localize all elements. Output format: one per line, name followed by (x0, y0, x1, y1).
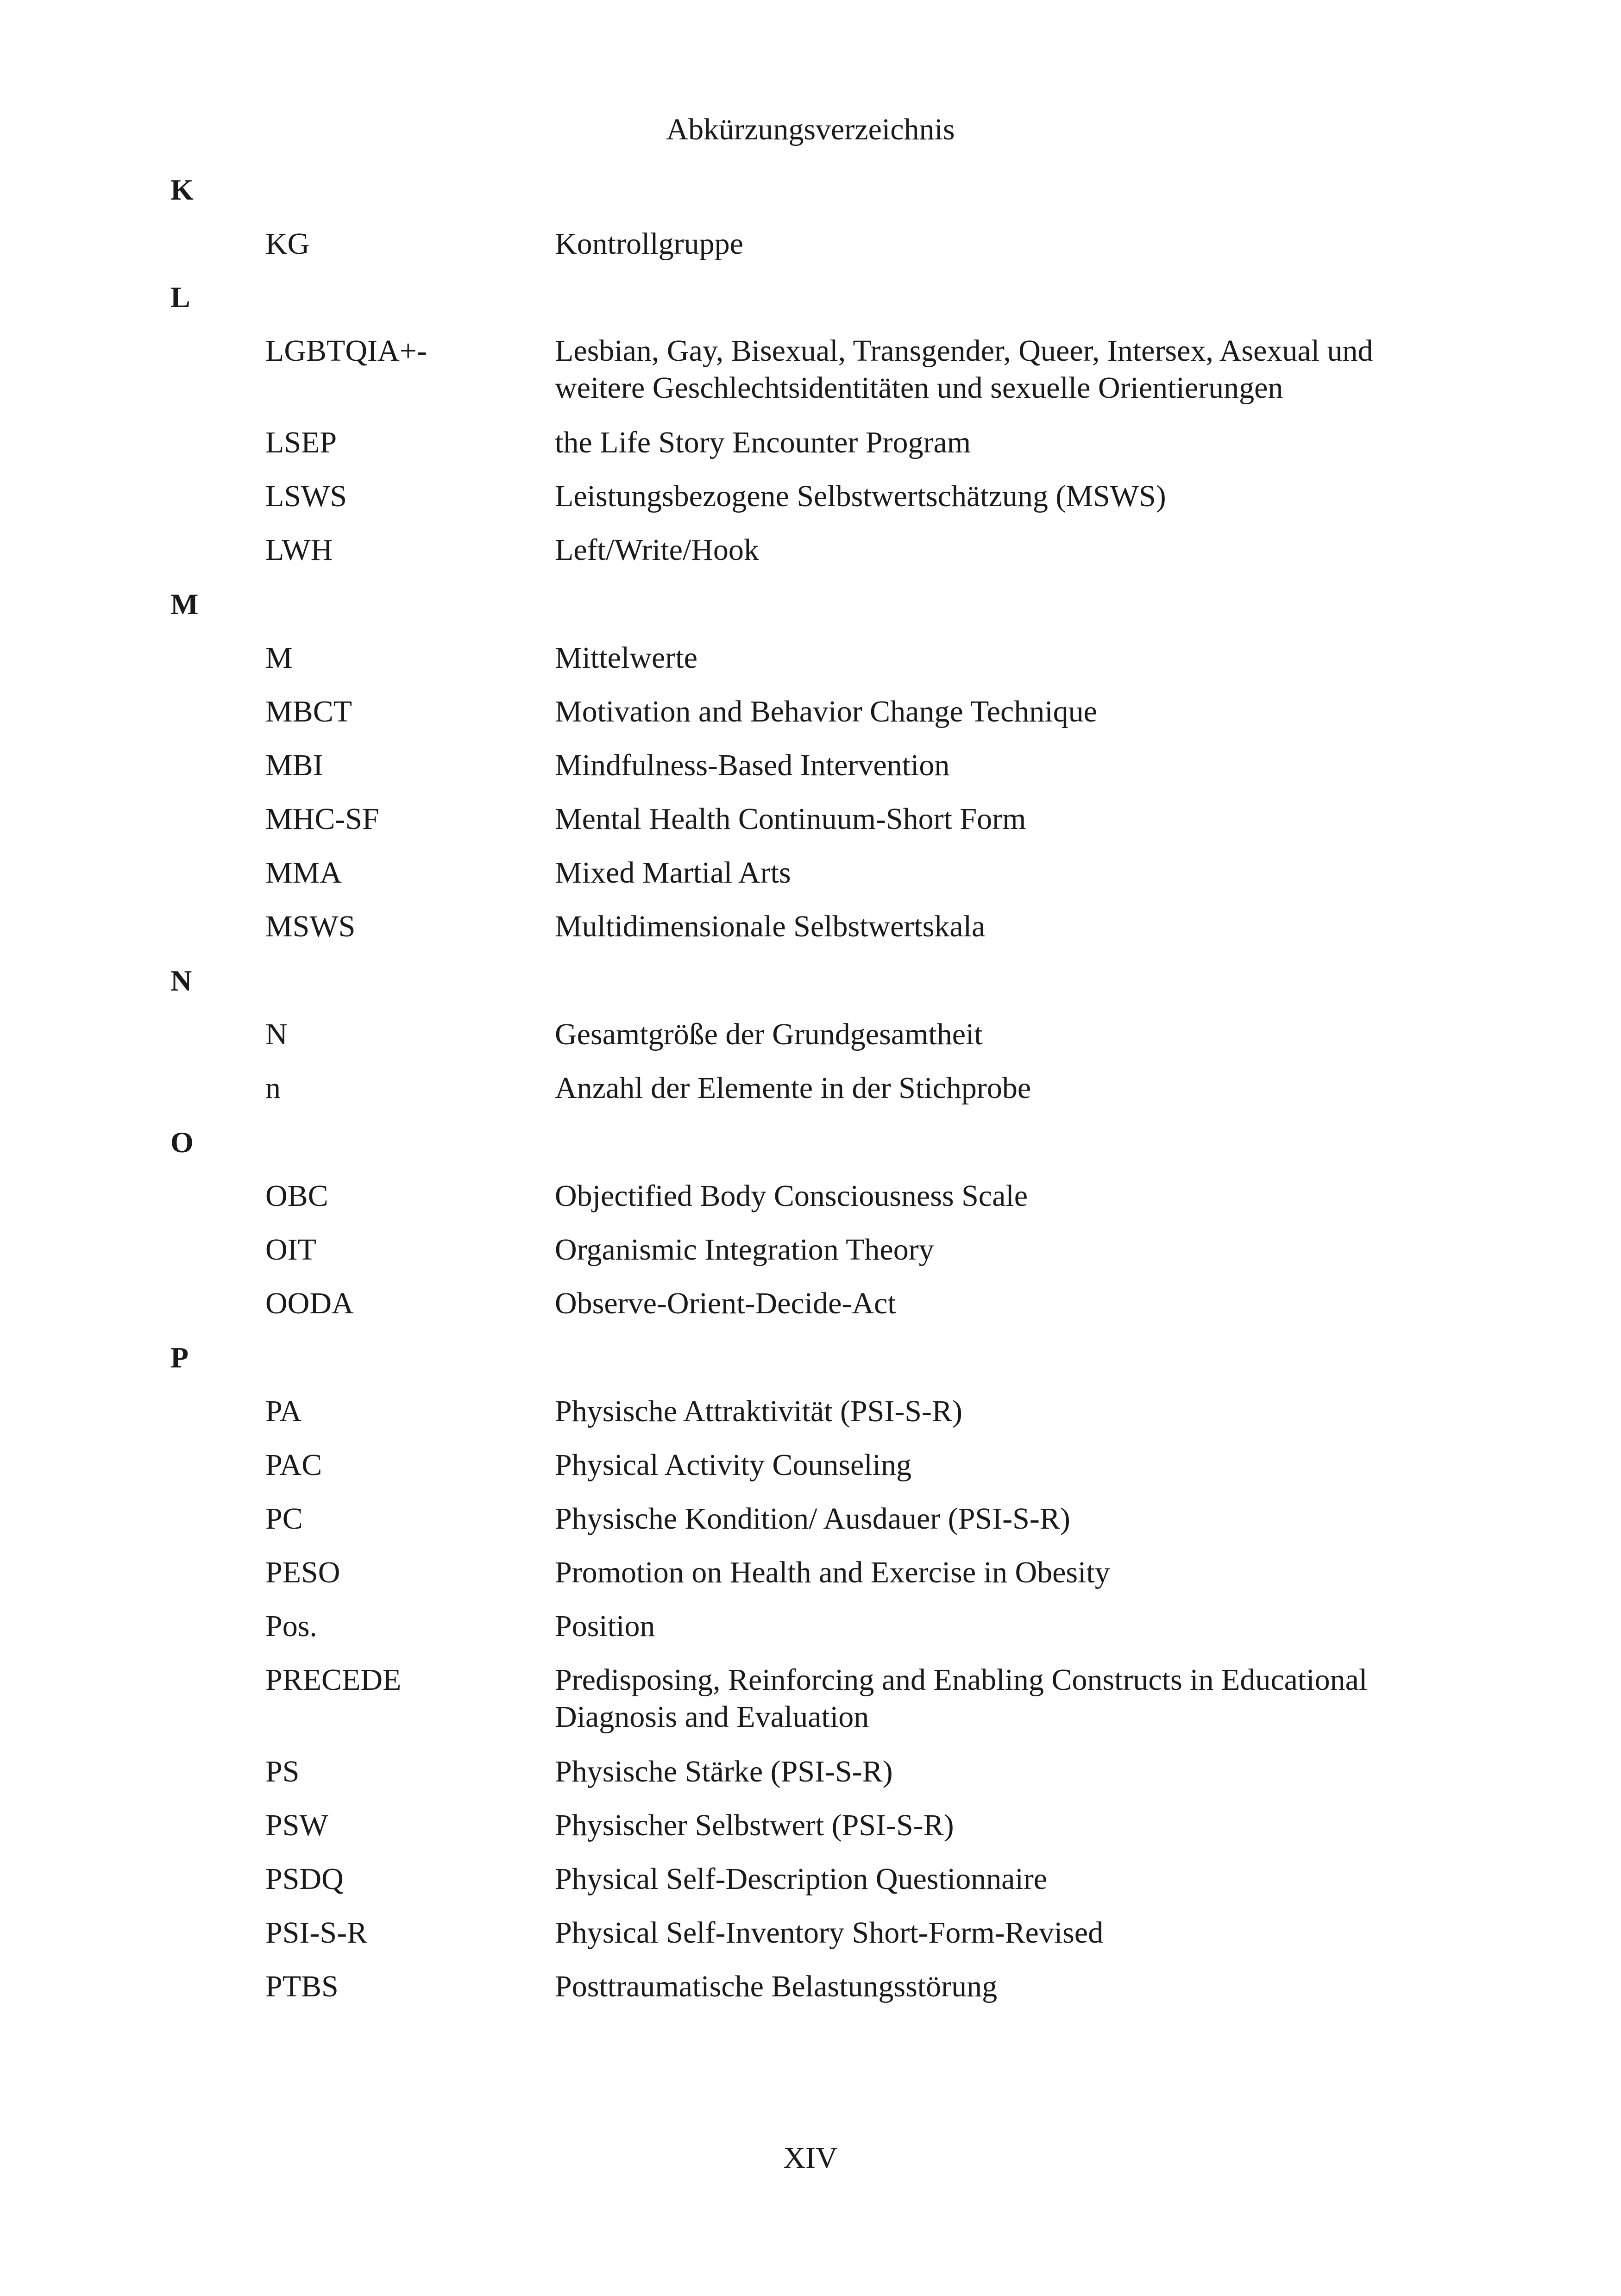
abbreviation-definition: Promotion on Health and Exercise in Obesity (555, 1556, 1110, 1589)
abbreviation-definition: Physical Self-Description Questionnaire (555, 1862, 1048, 1896)
abbreviation-definition: Leistungsbezogene Selbstwertschätzung (MSWS) (555, 479, 1166, 513)
abbreviation-definition: Anzahl der Elemente in der Stichprobe (555, 1071, 1031, 1105)
page-title: Abkürzungsverzeichnis (666, 113, 955, 146)
section-letter-p: P (170, 1341, 189, 1374)
abbreviation-definition: Motivation and Behavior Change Technique (555, 695, 1097, 728)
abbreviation-term: PAC (265, 1448, 322, 1482)
abbreviation-term: MBCT (265, 695, 352, 728)
abbreviation-term: MBI (265, 748, 323, 782)
abbreviation-term: PTBS (265, 1970, 339, 2003)
abbreviation-term: LWH (265, 533, 333, 567)
abbreviation-definition: Multidimensionale Selbstwertskala (555, 910, 986, 943)
abbreviation-term: PSDQ (265, 1862, 344, 1896)
abbreviation-term: PSW (265, 1808, 328, 1842)
abbreviation-definition: Organismic Integration Theory (555, 1233, 934, 1267)
abbreviation-term: PSI-S-R (265, 1916, 368, 1950)
section-letter-o: O (170, 1126, 194, 1159)
abbreviation-term: n (265, 1071, 281, 1105)
abbreviation-definition: Predisposing, Reinforcing and Enabling Constructs in Educational Diagnosis and Evaluation (555, 1663, 1368, 1734)
abbreviation-definition: Observe-Orient-Decide-Act (555, 1286, 896, 1320)
abbreviation-term: KG (265, 227, 310, 261)
page-number: XIV (783, 2141, 838, 2175)
abbreviation-term: OBC (265, 1179, 328, 1213)
abbreviation-definition: Physische Kondition/ Ausdauer (PSI-S-R) (555, 1502, 1070, 1536)
section-letter-n: N (170, 964, 192, 997)
abbreviation-definition: Mental Health Continuum-Short Form (555, 802, 1026, 836)
abbreviation-term: PS (265, 1755, 300, 1788)
abbreviation-term: MMA (265, 856, 342, 890)
abbreviation-term: OODA (265, 1286, 354, 1320)
abbreviation-term: M (265, 641, 293, 675)
abbreviation-term: PRECEDE (265, 1663, 402, 1697)
abbreviation-term: PC (265, 1502, 303, 1536)
abbreviation-term: OIT (265, 1233, 316, 1267)
section-letter-k: K (170, 173, 194, 206)
abbreviation-definition: Physical Activity Counseling (555, 1448, 911, 1482)
abbreviation-definition: Lesbian, Gay, Bisexual, Transgender, Queer, Intersex, Asexual und weitere Geschlechtsidentitäten und sexuelle Orientierungen (555, 334, 1373, 405)
abbreviation-definition: Mittelwerte (555, 641, 697, 675)
abbreviation-definition: Mindfulness-Based Intervention (555, 748, 950, 782)
section-letter-m: M (170, 588, 199, 621)
abbreviation-definition: Objectified Body Consciousness Scale (555, 1179, 1028, 1213)
abbreviation-term: LSEP (265, 426, 337, 459)
abbreviation-term: N (265, 1017, 288, 1051)
abbreviation-definition: Physischer Selbstwert (PSI-S-R) (555, 1808, 954, 1842)
abbreviation-term: PESO (265, 1556, 340, 1589)
abbreviation-definition: Physische Attraktivität (PSI-S-R) (555, 1394, 962, 1428)
abbreviation-definition: Physische Stärke (PSI-S-R) (555, 1755, 893, 1788)
abbreviation-definition: Mixed Martial Arts (555, 856, 791, 890)
abbreviation-definition: Posttraumatische Belastungsstörung (555, 1970, 998, 2003)
abbreviation-term: PA (265, 1394, 302, 1428)
section-letter-l: L (170, 281, 190, 314)
abbreviation-term: MHC-SF (265, 802, 379, 836)
abbreviation-term: MSWS (265, 910, 356, 943)
abbreviation-definition: Left/Write/Hook (555, 533, 759, 567)
abbreviation-term: LSWS (265, 479, 347, 513)
abbreviation-definition: Gesamtgröße der Grundgesamtheit (555, 1017, 983, 1051)
abbreviation-term: Pos. (265, 1609, 317, 1643)
abbreviation-definition: the Life Story Encounter Program (555, 426, 971, 459)
abbreviation-term: LGBTQIA+- (265, 334, 427, 368)
abbreviation-definition: Position (555, 1609, 655, 1643)
abbreviation-definition: Kontrollgruppe (555, 227, 743, 261)
abbreviation-definition: Physical Self-Inventory Short-Form-Revised (555, 1916, 1104, 1950)
